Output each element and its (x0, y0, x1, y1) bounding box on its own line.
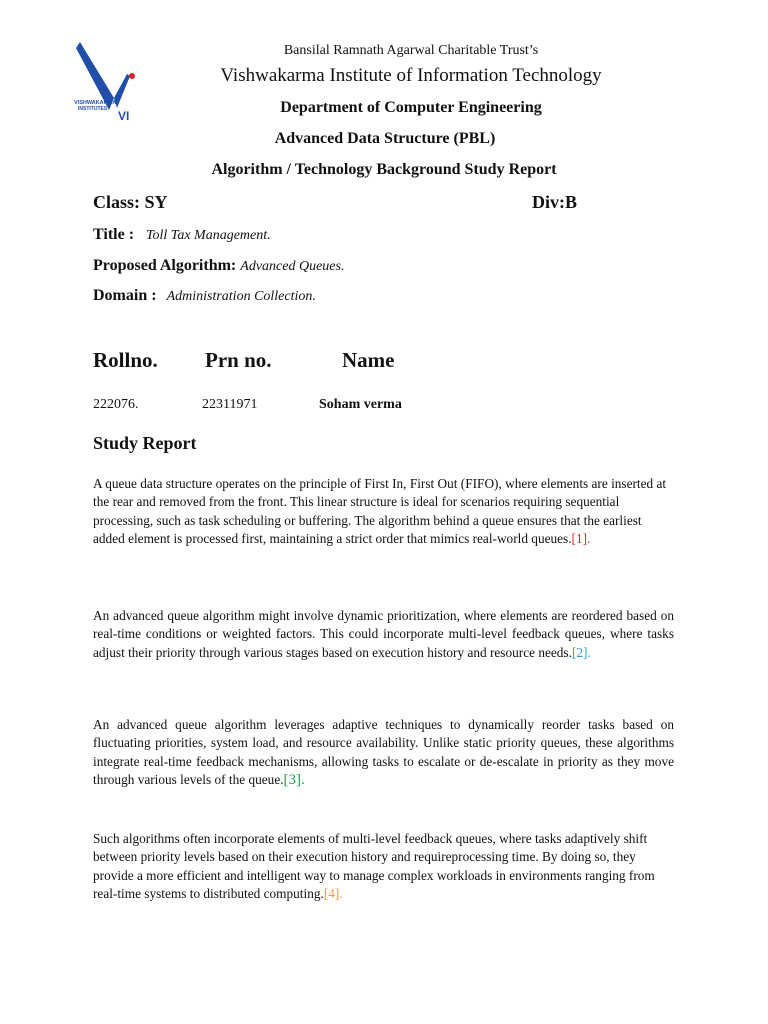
title-field (93, 226, 271, 244)
algorithm-label: Proposed Algorithm: (93, 257, 237, 274)
cell-rollno: 222076. (93, 397, 139, 412)
logo-mark: VI (118, 109, 130, 123)
department-name: Department of Computer Engineering (280, 99, 542, 116)
citation-2: [2]. (571, 644, 591, 660)
paragraph-text: Such algorithms often incorporate elements of multi-level feedback queues, where tasks adaptively shift between priority levels based on their execution history and requireprocessing time. By doing so, they provide a more efficient and intelligent way to manage complex workloads in environments ranging from real-time systems to distributed computing. (93, 831, 655, 902)
title-label: Title : (93, 226, 135, 243)
paragraph-text: An advanced queue algorithm might involve dynamic prioritization, where elements are reordered based on real-time conditions or weighted factors. This could incorporate multi-level feedback queues, where tasks adjust their priority through various stages based on execution history and resource needs. (93, 608, 674, 660)
citation-4: [4]. (323, 886, 343, 902)
title-value: Toll Tax Management. (146, 228, 271, 243)
study-report-heading: Study Report (93, 433, 197, 453)
domain-value: Administration Collection. (166, 289, 316, 304)
column-header-name: Name (342, 348, 395, 372)
domain-field (93, 287, 316, 305)
citation-3: [3]. (283, 772, 305, 789)
algorithm-value: Advanced Queues. (240, 259, 345, 274)
paragraph-text: An advanced queue algorithm leverages adaptive techniques to dynamically reorder tasks based on fluctuating priorities, system load, and resource availability. Unlike static priority queues, these algorithms integrate real-time feedback mechanisms, allowing tasks to escalate or de-escalate in priority as they move through various levels of the queue. (93, 717, 674, 788)
citation-1: [1]. (571, 531, 591, 547)
logo-text-line1: VISHWAKARMA (74, 100, 117, 106)
domain-label: Domain : (93, 287, 157, 304)
study-paragraph-2 (93, 607, 674, 662)
logo-text-line2: INSTITUTES (78, 106, 108, 112)
column-header-rollno: Rollno. (93, 348, 158, 372)
algorithm-field (93, 257, 344, 275)
cell-name: Soham verma (319, 397, 402, 412)
division-label: Div:B (532, 192, 577, 212)
column-header-prn: Prn no. (205, 348, 272, 372)
paragraph-text: A queue data structure operates on the principle of First In, First Out (FIFO), where elements are inserted at the rear and removed from the front. This linear structure is ideal for scenarios requiring sequential processing, such as task scheduling or buffering. The algorithm behind a queue ensures that the earliest added element is processed first, maintaining a strict order that mimics real-world queues. (93, 476, 667, 547)
study-paragraph-3 (93, 716, 674, 790)
cell-prn: 22311971 (202, 397, 258, 412)
report-title: Algorithm / Technology Background Study Report (211, 161, 557, 178)
study-paragraph-4 (93, 830, 674, 904)
class-label: Class: SY (93, 192, 168, 212)
trust-name: Bansilal Ramnath Agarwal Charitable Trust’s (283, 43, 539, 58)
course-name: Advanced Data Structure (PBL) (274, 130, 496, 147)
institute-name: Vishwakarma Institute of Information Technology (220, 65, 602, 86)
study-paragraph-1 (93, 475, 674, 549)
